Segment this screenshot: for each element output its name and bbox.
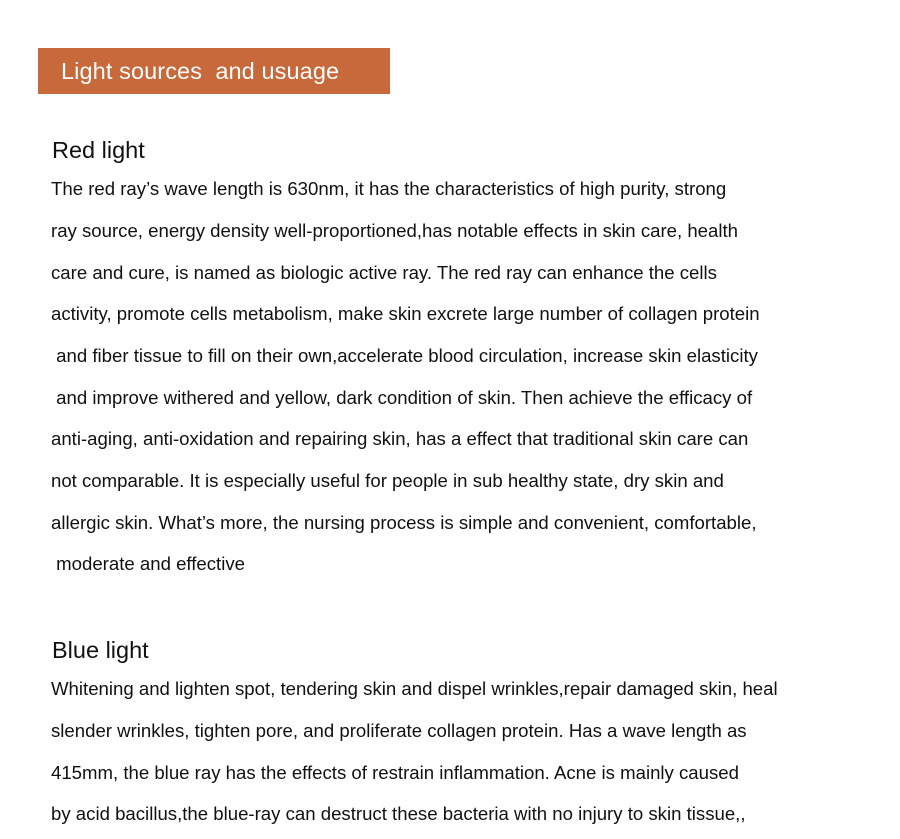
blue-light-heading: Blue light bbox=[52, 637, 149, 663]
red-light-text-line: allergic skin. What’s more, the nursing process is simple and convenient, comfortable, bbox=[51, 512, 757, 533]
red-light-text-line: moderate and effective bbox=[51, 553, 245, 574]
blue-light-text-line: 415mm, the blue ray has the effects of restrain inflammation. Acne is mainly caused bbox=[51, 762, 739, 783]
red-light-text-line: not comparable. It is especially useful for people in sub healthy state, dry skin and bbox=[51, 470, 724, 491]
section-banner bbox=[38, 48, 390, 94]
blue-light-text-line: Whitening and lighten spot, tendering skin and dispel wrinkles,repair damaged skin, heal bbox=[51, 678, 778, 699]
red-light-text-line: and improve withered and yellow, dark condition of skin. Then achieve the efficacy of bbox=[51, 387, 753, 408]
red-light-text-line: ray source, energy density well-proportioned,has notable effects in skin care, health bbox=[51, 220, 738, 241]
red-light-heading: Red light bbox=[52, 137, 145, 163]
red-light-text-line: anti-aging, anti-oxidation and repairing skin, has a effect that traditional skin care can bbox=[51, 428, 749, 449]
blue-light-text-line: slender wrinkles, tighten pore, and proliferate collagen protein. Has a wave length as bbox=[51, 720, 747, 741]
banner-title: Light sources and usuage bbox=[61, 57, 340, 84]
red-light-text-line: care and cure, is named as biologic active ray. The red ray can enhance the cells bbox=[51, 262, 717, 283]
blue-light-text-line: by acid bacillus,the blue-ray can destruct these bacteria with no injury to skin tissue,, bbox=[51, 803, 746, 824]
red-light-text-line: The red ray’s wave length is 630nm, it has the characteristics of high purity, strong bbox=[51, 178, 727, 199]
red-light-text-line: and fiber tissue to fill on their own,accelerate blood circulation, increase skin elasticity bbox=[51, 345, 758, 366]
red-light-text-line: activity, promote cells metabolism, make skin excrete large number of collagen protein bbox=[51, 303, 760, 324]
